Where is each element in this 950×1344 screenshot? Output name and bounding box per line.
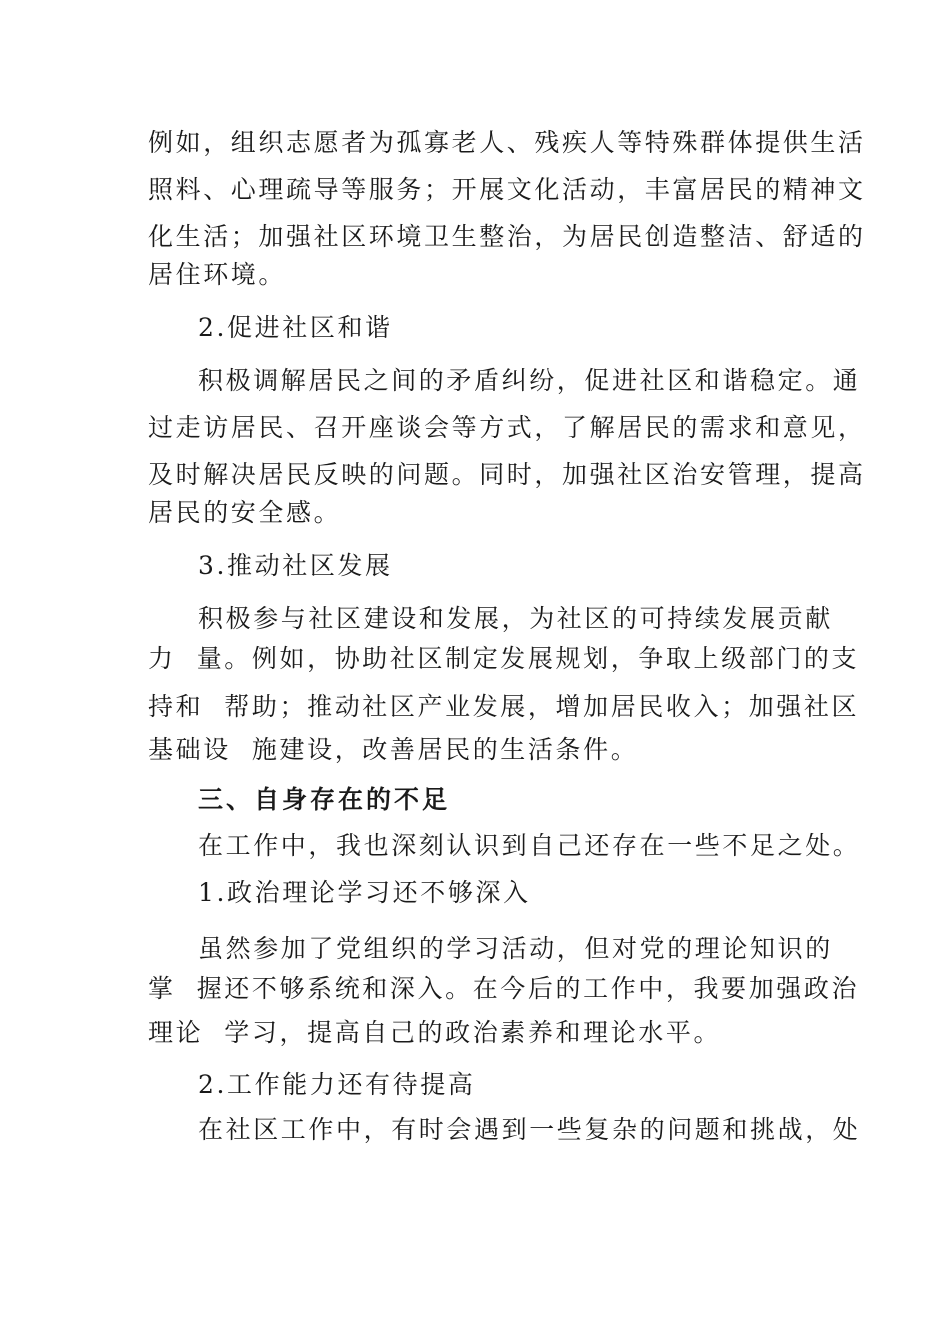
section-heading: 3.推动社区发展 <box>198 551 393 580</box>
paragraph-line: 虽然参加了党组织的学习活动，但对党的理论知识的 <box>198 934 833 963</box>
paragraph-line: 积极调解居民之间的矛盾纠纷，促进社区和谐稳定。通 <box>198 366 861 395</box>
paragraph-line: 居民的安全感。 <box>148 498 342 527</box>
paragraph-line: 持和 帮助；推动社区产业发展，增加居民收入；加强社区 <box>148 692 860 721</box>
paragraph-line: 化生活；加强社区环境卫生整治，为居民创造整洁、舒适的 <box>148 222 866 251</box>
paragraph-line: 积极参与社区建设和发展，为社区的可持续发展贡献 <box>198 604 833 633</box>
sub-heading: 1.政治理论学习还不够深入 <box>198 878 531 907</box>
paragraph-line: 力 量。例如，协助社区制定发展规划，争取上级部门的支 <box>148 644 860 673</box>
paragraph-line: 基础设 施建设，改善居民的生活条件。 <box>148 735 639 764</box>
paragraph-line: 及时解决居民反映的问题。同时，加强社区治安管理，提高 <box>148 460 866 489</box>
paragraph-line: 理论 学习，提高自己的政治素养和理论水平。 <box>148 1018 722 1047</box>
paragraph-line: 掌 握还不够系统和深入。在今后的工作中，我要加强政治 <box>148 974 860 1003</box>
paragraph-line: 在社区工作中，有时会遇到一些复杂的问题和挑战，处 <box>198 1115 861 1144</box>
section-title: 三、自身存在的不足 <box>198 785 451 814</box>
paragraph-line: 过走访居民、召开座谈会等方式，了解居民的需求和意见， <box>148 413 866 442</box>
sub-heading: 2.工作能力还有待提高 <box>198 1070 476 1099</box>
paragraph-line: 照料、心理疏导等服务；开展文化活动，丰富居民的精神文 <box>148 175 866 204</box>
section-heading: 2.促进社区和谐 <box>198 313 393 342</box>
paragraph-line: 例如，组织志愿者为孤寡老人、残疾人等特殊群体提供生活 <box>148 128 866 157</box>
paragraph-line: 居住环境。 <box>148 260 287 289</box>
paragraph-line: 在工作中，我也深刻认识到自己还存在一些不足之处。 <box>198 831 861 860</box>
